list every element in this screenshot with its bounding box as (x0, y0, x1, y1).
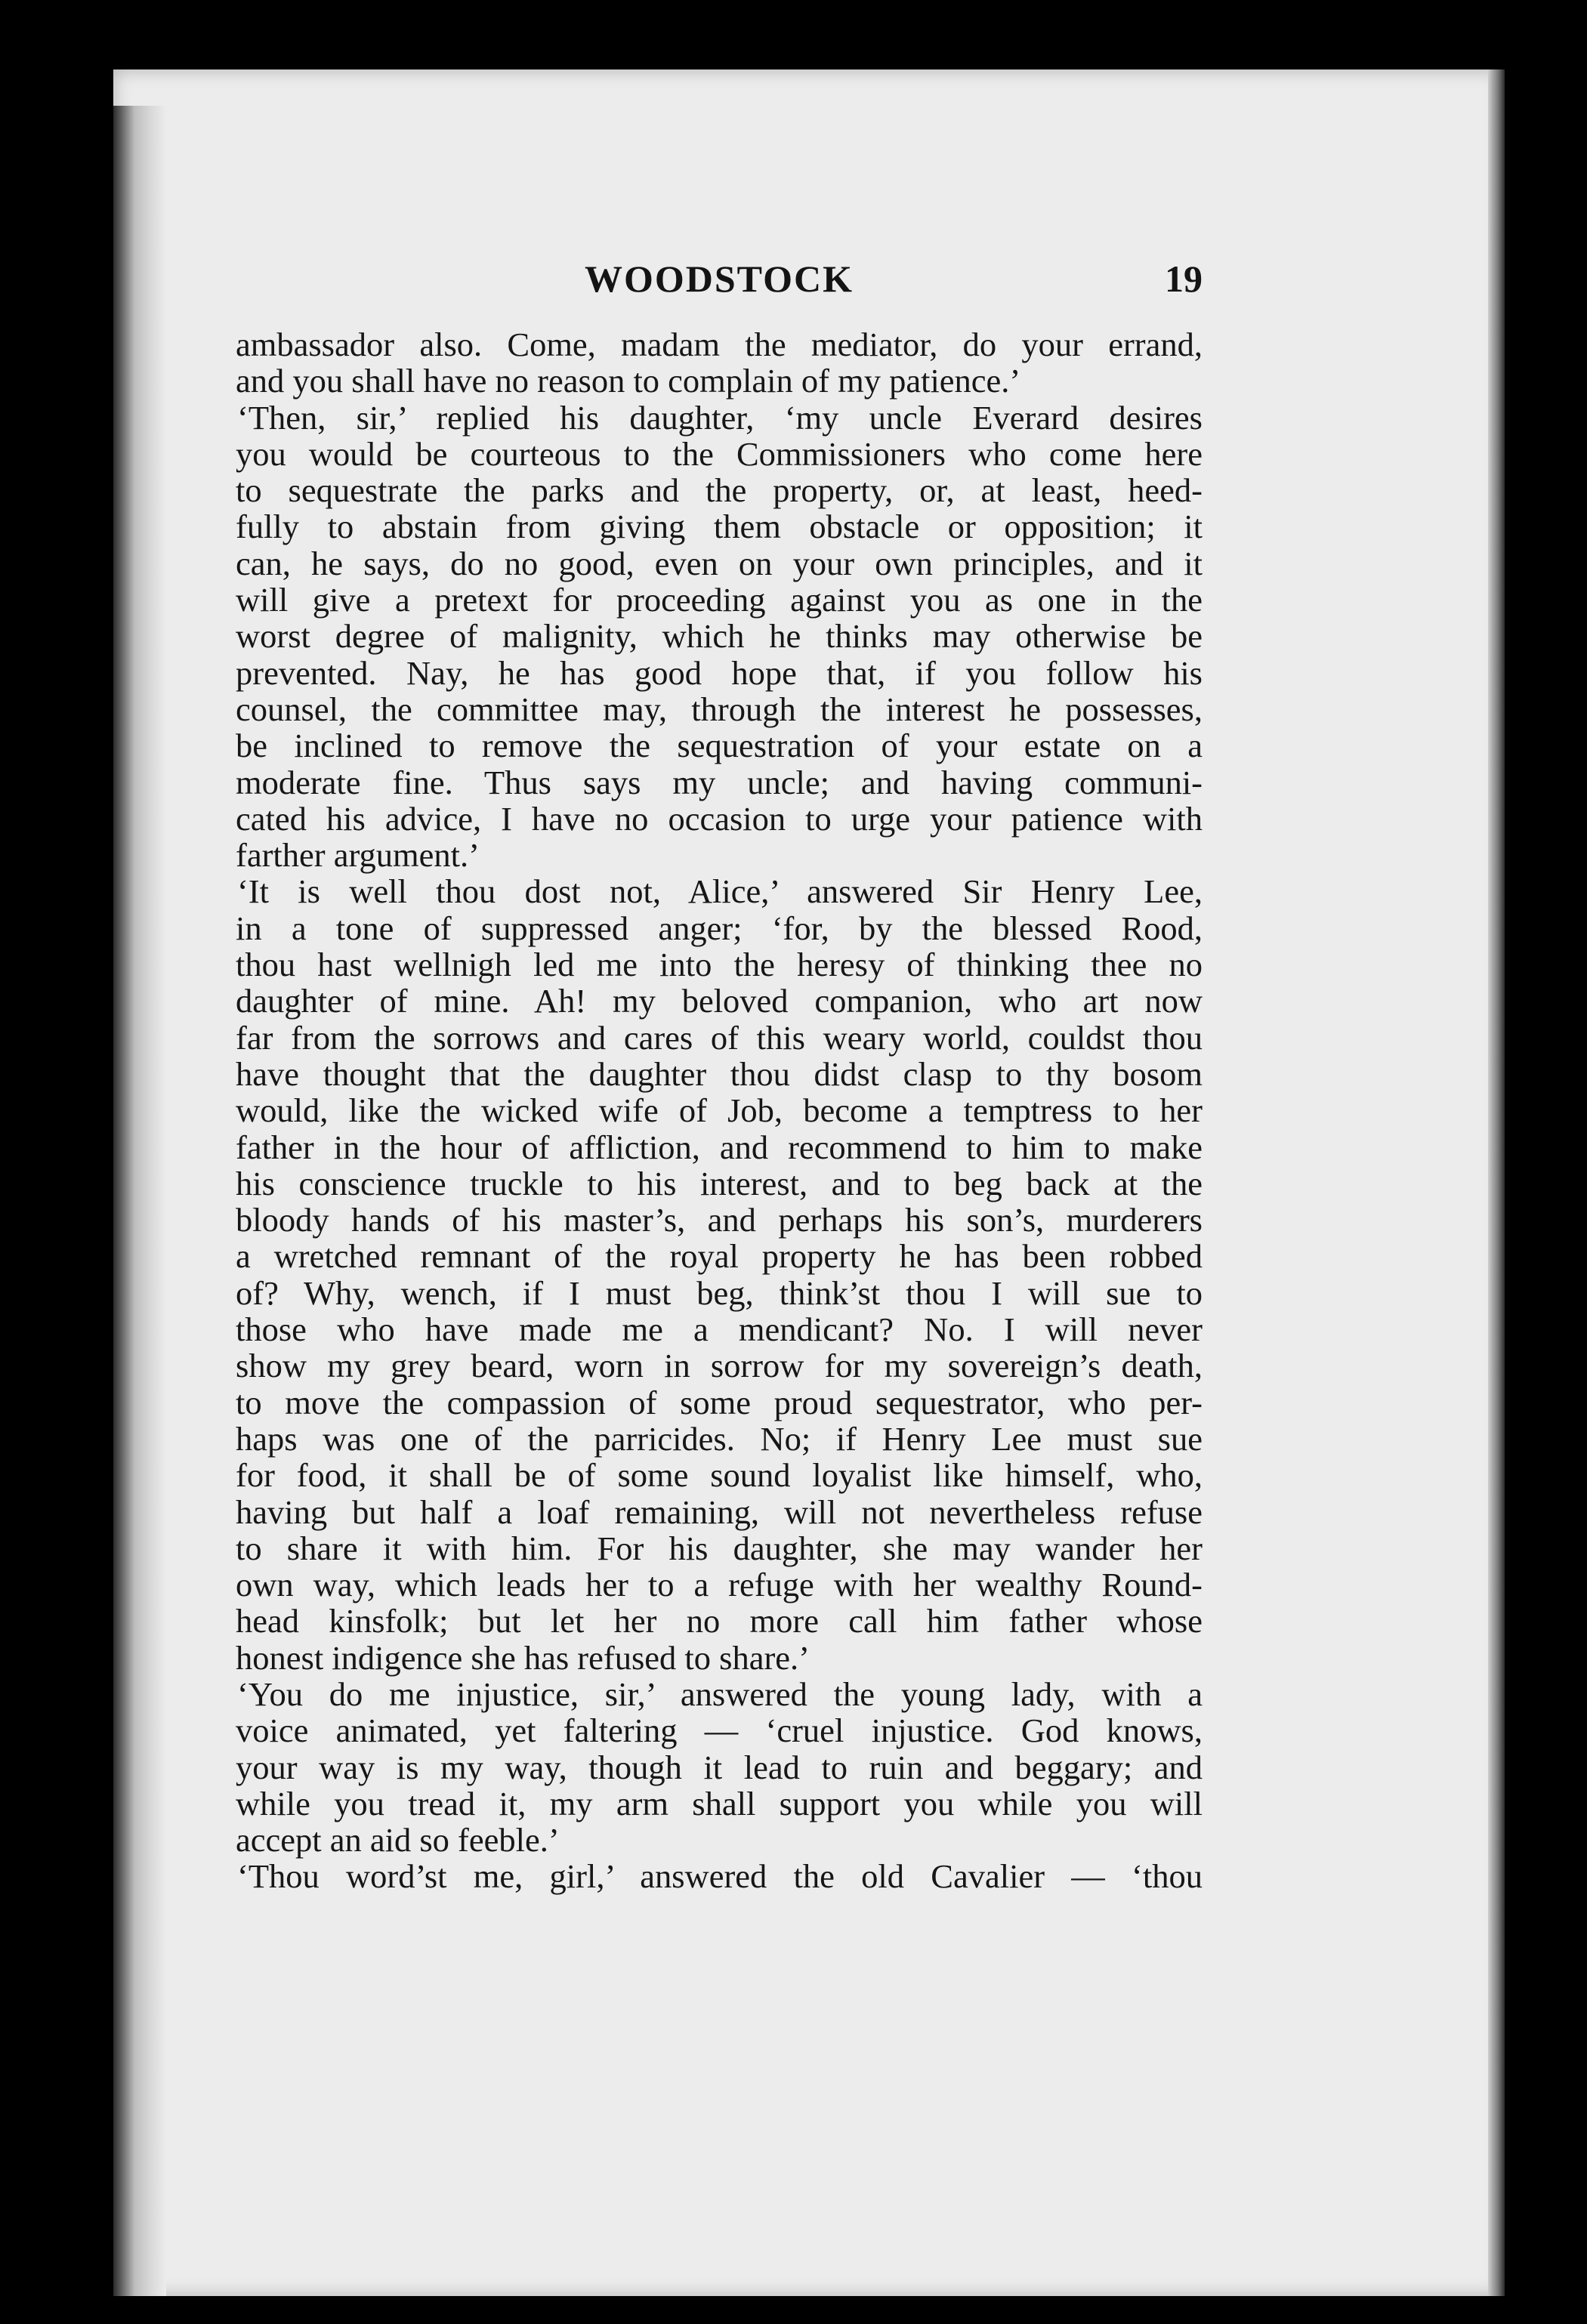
text-line: honest indigence she has refused to share.’ (236, 1638, 810, 1677)
text-line: ‘You do me injustice, sir,’ answered the young lady, with a (237, 1674, 1203, 1713)
text-line: a wretched remnant of the royal property he has been robbed (236, 1237, 1203, 1276)
text-line: ‘Then, sir,’ replied his daughter, ‘my uncle Everard desires (237, 398, 1203, 437)
text-line: those who have made me a mendicant? No. I will never (236, 1310, 1203, 1349)
text-line: haps was one of the parricides. No; if Henry Lee must sue (236, 1419, 1203, 1458)
text-line: worst degree of malignity, which he thinks may otherwise be (236, 617, 1203, 656)
text-line: accept an aid so feeble.’ (236, 1821, 560, 1860)
text-line: far from the sorrows and cares of this weary world, couldst thou (236, 1018, 1203, 1057)
page-right-edge (1488, 69, 1505, 2296)
text-line: show my grey beard, worn in sorrow for my sovereign’s death, (236, 1347, 1203, 1385)
text-line: for food, it shall be of some sound loyalist like himself, who, (236, 1456, 1203, 1495)
text-line: farther argument.’ (236, 836, 480, 875)
text-line: having but half a loaf remaining, will not nevertheless refuse (236, 1492, 1203, 1531)
text-line: prevented. Nay, he has good hope that, if you follow his (236, 653, 1203, 692)
page-gutter-shadow (113, 106, 166, 2296)
text-line: have thought that the daughter thou didst clasp to thy bosom (236, 1054, 1203, 1093)
running-title: WOODSTOCK (584, 258, 854, 300)
text-line: of? Why, wench, if I must beg, think’st thou I will sue to (236, 1273, 1203, 1312)
text-line: fully to abstain from giving them obstacle or opposition; it (236, 508, 1203, 546)
text-line: will give a pretext for proceeding against you as one in the (236, 581, 1203, 619)
text-line: ‘Thou word’st me, girl,’ answered the old Cavalier — ‘thou (237, 1857, 1203, 1896)
text-line: and you shall have no reason to complain of my patience.’ (236, 362, 1021, 400)
text-line: be inclined to remove the sequestration of your estate on a (236, 727, 1203, 765)
text-line: while you tread it, my arm shall support you while you will (236, 1784, 1203, 1822)
text-line: would, like the wicked wife of Job, become a temptress to her (236, 1091, 1203, 1130)
text-line: to sequestrate the parks and the property, or, at least, heed- (236, 471, 1203, 510)
text-line: counsel, the committee may, through the interest he possesses, (236, 690, 1203, 728)
text-line: own way, which leads her to a refuge with her wealthy Round- (236, 1566, 1203, 1604)
text-line: to share it with him. For his daughter, she may wander her (236, 1529, 1203, 1567)
text-line: father in the hour of affliction, and recommend to him to make (236, 1128, 1203, 1166)
text-line: head kinsfolk; but let her no more call him father whose (236, 1602, 1203, 1640)
text-line: bloody hands of his master’s, and perhaps his son’s, murderers (236, 1201, 1203, 1239)
running-head (236, 257, 1203, 302)
text-line: can, he says, do no good, even on your own principles, and it (236, 544, 1203, 582)
text-line: his conscience truckle to his interest, and to beg back at the (236, 1164, 1203, 1202)
page-number: 19 (1165, 258, 1203, 300)
text-line: moderate fine. Thus says my uncle; and having communi- (236, 763, 1203, 801)
text-line: in a tone of suppressed anger; ‘for, by the blessed Rood, (236, 909, 1203, 947)
text-line: you would be courteous to the Commissioners who come here (236, 434, 1203, 473)
text-line: cated his advice, I have no occasion to urge your patience with (236, 799, 1203, 838)
body-text (236, 326, 1203, 1895)
text-line: ambassador also. Come, madam the mediator, do your errand, (236, 326, 1203, 363)
text-line: to move the compassion of some proud sequestrator, who per- (236, 1383, 1203, 1421)
text-line: ‘It is well thou dost not, Alice,’ answered Sir Henry Lee, (237, 872, 1203, 911)
text-line: daughter of mine. Ah! my beloved companion, who art now (236, 982, 1203, 1020)
text-line: your way is my way, though it lead to ruin and beggary; and (236, 1748, 1203, 1786)
text-line: thou hast wellnigh led me into the heresy of thinking thee no (236, 946, 1203, 984)
text-line: voice animated, yet faltering — ‘cruel injustice. God knows, (236, 1711, 1203, 1750)
